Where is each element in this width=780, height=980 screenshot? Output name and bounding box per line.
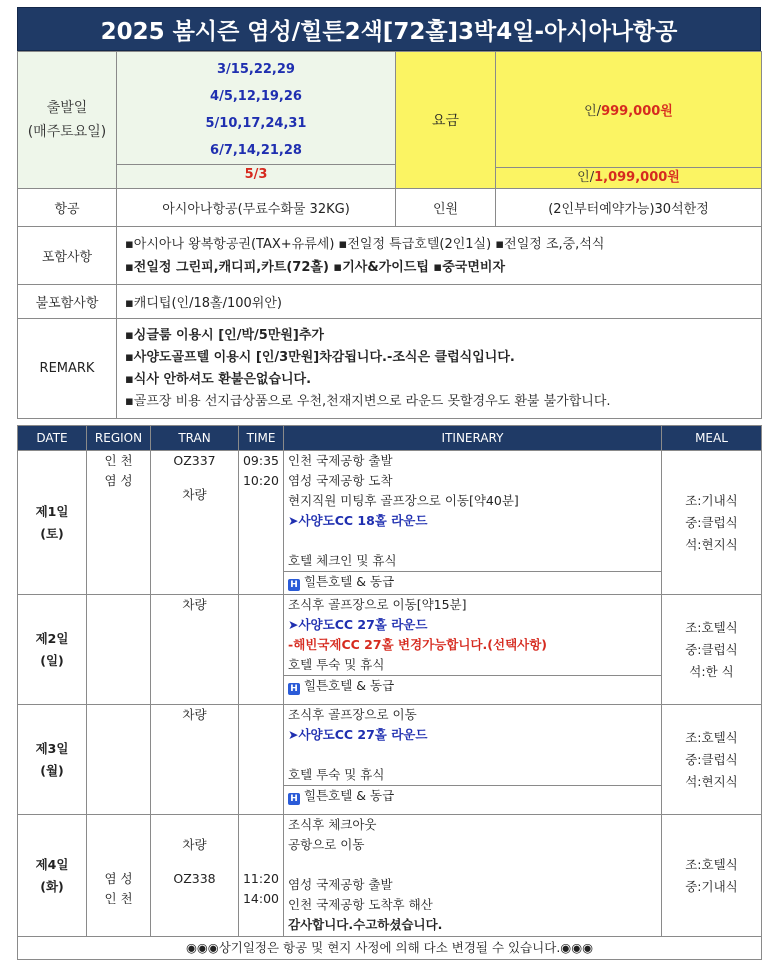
hotel-icon: H — [288, 579, 300, 591]
region-cell — [87, 595, 151, 705]
hotel-icon: H — [288, 793, 300, 805]
col-itinerary: ITINERARY — [284, 426, 662, 451]
col-tran: TRAN — [151, 426, 239, 451]
itinerary-line: 호텔 투숙 및 휴식 — [288, 657, 385, 672]
day-label: 제3일 (월) — [18, 705, 87, 815]
itinerary-line: 조식후 골프장으로 이동[약15분] — [288, 597, 467, 612]
date-row: 4/5,12,19,26 — [210, 88, 302, 104]
region-cell: 염 성 인 천 — [87, 815, 151, 937]
itinerary-line — [284, 855, 661, 875]
itinerary-header — [18, 426, 762, 451]
itinerary-line: ➤사양도CC 27홀 라운드 — [288, 727, 428, 742]
included-label: 포함사항 — [18, 227, 117, 285]
itinerary-table — [17, 425, 762, 960]
itinerary-line: 공항으로 이동 — [288, 837, 365, 852]
day-label: 제2일 (일) — [18, 595, 87, 705]
itinerary-line: 감사합니다.수고하셨습니다. — [288, 917, 443, 932]
day-row — [18, 815, 762, 937]
itinerary-line — [284, 531, 661, 551]
meal-cell: 조:호텔식 중:클럽식 석:한 식 — [662, 595, 762, 705]
time-cell: 09:35 10:20 — [239, 451, 284, 595]
people-value: (2인부터예약가능)30석한정 — [496, 189, 762, 227]
itinerary-line: 현지직원 미팅후 골프장으로 이동[약40분] — [288, 493, 519, 508]
itinerary-line: 인천 국제공항 출발 — [288, 453, 393, 468]
excluded-label: 불포함사항 — [18, 285, 117, 319]
col-region: REGION — [87, 426, 151, 451]
itinerary-document — [17, 7, 761, 960]
itinerary-line — [284, 745, 661, 765]
day-row — [18, 451, 762, 595]
hotel-line: H 힐튼호텔 & 동급 — [284, 571, 661, 594]
date-row: 6/7,14,21,28 — [210, 142, 302, 158]
airline-value: 아시아나항공(무료수화물 32KG) — [117, 189, 396, 227]
itinerary-cell — [284, 451, 662, 595]
time-cell — [239, 595, 284, 705]
departure-label: 출발일 (매주토요일) — [18, 52, 117, 189]
transport-cell: 차량 OZ338 — [151, 815, 239, 937]
itinerary-line: 조식후 골프장으로 이동 — [288, 707, 417, 722]
footer-note: ◉◉◉상기일정은 항공 및 현지 사정에 의해 다소 변경될 수 있습니다.◉◉◉ — [18, 937, 762, 960]
price-regular: 인/ 999,000원 — [584, 104, 673, 119]
transport-cell: 차량 — [151, 595, 239, 705]
day-row — [18, 705, 762, 815]
itinerary-line: -해빈국제CC 27홀 변경가능합니다.(선택사항) — [288, 637, 548, 652]
itinerary-line: 조식후 체크아웃 — [288, 817, 377, 832]
col-date: DATE — [18, 426, 87, 451]
hotel-line: H 힐튼호텔 & 동급 — [284, 785, 661, 808]
itinerary-line: 호텔 투숙 및 휴식 — [288, 767, 385, 782]
excluded-items: ▪캐디팁(인/18홀/100위안) — [117, 285, 762, 319]
itinerary-line: ➤사양도CC 27홀 라운드 — [288, 617, 428, 632]
hotel-line: H 힐튼호텔 & 동급 — [284, 675, 661, 698]
col-time: TIME — [239, 426, 284, 451]
hotel-icon: H — [288, 683, 300, 695]
date-row: 3/15,22,29 — [217, 61, 295, 77]
fare-label: 요금 — [396, 52, 496, 189]
time-cell: 11:20 14:00 — [239, 815, 284, 937]
itinerary-cell — [284, 705, 662, 815]
meal-cell: 조:호텔식 중:기내식 — [662, 815, 762, 937]
remark-items: ▪싱글룸 이용시 [인/박/5만원]추가 ▪사양도골프텔 이용시 [인/3만원]차감됩니다.-조식은 클럽식입니다. ▪식사 안하셔도 환불은없습니다. ▪골프장 비용 선지급상품으로 우천,천재지변으로 라운드 못할경우도 환불 불가합니다. — [117, 319, 762, 419]
itinerary-line: 인천 국제공항 도착후 해산 — [288, 897, 433, 912]
departure-dates — [117, 52, 396, 189]
airline-label: 항공 — [18, 189, 117, 227]
region-cell — [87, 705, 151, 815]
day-label: 제4일 (화) — [18, 815, 87, 937]
fare-prices — [496, 52, 762, 189]
transport-cell: OZ337 차량 — [151, 451, 239, 595]
itinerary-line: 염성 국제공항 도착 — [288, 473, 393, 488]
itinerary-cell — [284, 595, 662, 705]
date-row: 5/10,17,24,31 — [205, 115, 307, 131]
itinerary-cell — [284, 815, 662, 937]
meal-cell: 조:기내식 중:클럽식 석:현지식 — [662, 451, 762, 595]
tour-info-table — [17, 51, 762, 419]
itinerary-line: 호텔 체크인 및 휴식 — [288, 553, 397, 568]
transport-cell: 차량 — [151, 705, 239, 815]
region-cell: 인 천 염 성 — [87, 451, 151, 595]
remark-label: REMARK — [18, 319, 117, 419]
itinerary-line: ➤사양도CC 18홀 라운드 — [288, 513, 428, 528]
meal-cell: 조:호텔식 중:클럽식 석:현지식 — [662, 705, 762, 815]
col-meal: MEAL — [662, 426, 762, 451]
page-title: 2025 봄시즌 염성/힐튼2색[72홀]3박4일-아시아나항공 — [17, 7, 761, 51]
time-cell — [239, 705, 284, 815]
included-items: ▪아시아나 왕복항공권(TAX+유류세) ▪전일정 특급호텔(2인1실) ▪전일정 조,중,석식 ▪전일정 그린피,캐디피,카트(72홀) ▪기사&가이드팁 ▪중국면비자 — [117, 227, 762, 285]
itinerary-line: 염성 국제공항 출발 — [288, 877, 393, 892]
price-special: 인/1,099,000원 — [496, 167, 761, 188]
day-label: 제1일 (토) — [18, 451, 87, 595]
people-label: 인원 — [396, 189, 496, 227]
special-date: 5/3 — [117, 164, 395, 185]
day-row — [18, 595, 762, 705]
